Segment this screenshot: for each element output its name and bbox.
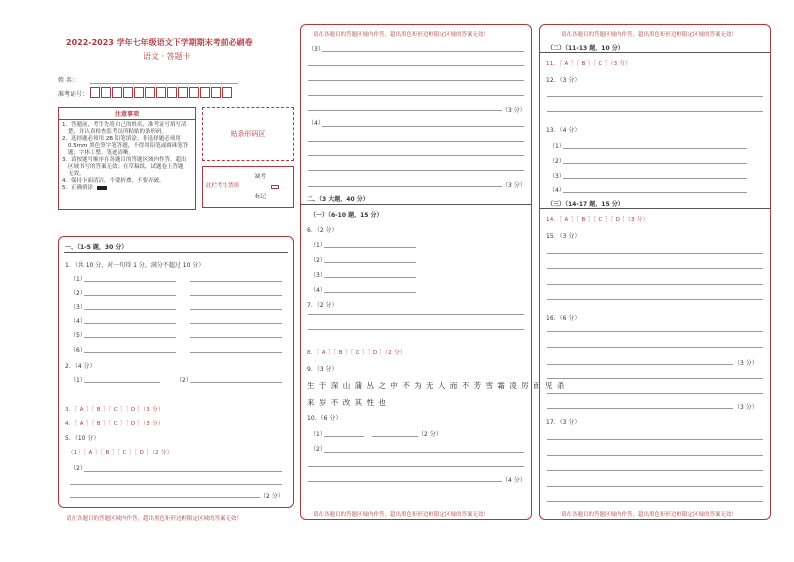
q6-title: 6．（2 分） [307, 227, 338, 234]
barcode-label: 贴条形码区 [230, 130, 266, 138]
q6-item: （1） [310, 242, 326, 249]
page-title: 2022-2023 学年七年级语文下学期期末考前必刷卷 [66, 38, 253, 47]
q2-item: （1） [70, 377, 86, 384]
q1-item: （5） [70, 332, 86, 339]
q10-2-label: （2） [310, 446, 326, 453]
q4-continued-label: （4） [308, 120, 324, 127]
q8-choices[interactable]: 8．［ A ］［ B ］［ C ］［ D ］（2 分） [307, 350, 406, 356]
q3-score: （3 分） [502, 107, 526, 114]
notice-box [58, 107, 196, 210]
q1-item: （3） [70, 304, 86, 311]
q3-continued-label: （3） [308, 46, 324, 53]
absent-checkbox[interactable] [271, 185, 279, 189]
q11-choices[interactable]: 11．［ A ］［ B ］［ C ］（3 分） [546, 61, 632, 67]
col1-warning: 请在各题目的答题区域内作答，超出黑色矩形边框限定区域的答案无效！ [66, 516, 243, 522]
notice-lines [62, 122, 188, 192]
q16-title: 16．（6 分） [546, 315, 581, 322]
q9-poem-line: 生于深山蒲丛之中不为无人而不芳雪霜凌厉而见杀 [307, 381, 569, 390]
q2-item: （2） [176, 377, 192, 384]
subsection3-title: （三）（14-17 题，15 分） [547, 201, 624, 208]
q10-title: 10．（6 分） [307, 415, 342, 422]
q13-item: （2） [549, 158, 565, 165]
q16-score-1: （3 分） [734, 360, 758, 367]
subsection1-title: （一）（6-10 题，15 分） [310, 212, 383, 219]
q7-title: 7．（2 分） [307, 302, 338, 309]
notice-line: 2．选择题必须用 2B 铅笔填涂；非选择题必须用 [62, 136, 181, 142]
notice-line: 楚，并认真检查监考员所粘贴的条形码。 [68, 129, 168, 135]
q10-1-label: （1） [310, 431, 326, 438]
filled-sample-mark [97, 186, 107, 190]
name-field[interactable] [90, 83, 238, 84]
col2-warning-bottom: 请在各题目的答题区域内作答，超出黑色矩形边框限定区域的答案无效！ [313, 512, 490, 518]
col3-warning-top: 请在各题目的答题区域内作答，超出黑色矩形边框限定区域的答案无效！ [561, 32, 738, 38]
q16-score-2: （3 分） [734, 404, 758, 411]
q2-title: 2．（4 分） [65, 363, 96, 370]
q1-item: （2） [70, 290, 86, 297]
absent-box [202, 166, 294, 208]
q15-title: 15．（3 分） [546, 233, 581, 240]
q10-2-score: （4 分） [502, 477, 526, 484]
notice-line: 4．保持卡面清洁，不要折叠、不要弄破。 [62, 178, 165, 184]
absent-forbid-label: 此栏考生禁填 [206, 183, 240, 189]
q10-1-score: （2 分） [418, 431, 442, 438]
exam-id-label: 准考证号： [58, 91, 89, 98]
q13-item: （4） [549, 187, 565, 194]
q6-item: （2） [310, 257, 326, 264]
barcode-area [202, 107, 294, 161]
notice-line: 区域书写的答案无效；在草稿纸、试题卷上答题 [68, 164, 184, 170]
page-subtitle: 语文 · 答题卡 [143, 52, 191, 61]
q9-title: 9．（3 分） [307, 366, 338, 373]
q17-title: 17．（3 分） [546, 419, 581, 426]
q1-item: （4） [70, 318, 86, 325]
subsection2-title: （二）（11-13 题，10 分） [547, 45, 624, 52]
q1-title: 1．（共 10 分，对一句得 1 分，满分不超过 10 分） [65, 262, 205, 269]
section1-title: 一、（1-5 题，30 分） [65, 244, 128, 251]
q4-choices[interactable]: 4．［ A ］［ B ］［ C ］［ D ］（3 分） [65, 421, 164, 427]
notice-line: 题；字体工整、笔迹清晰。 [68, 150, 135, 156]
q1-item: （6） [70, 347, 86, 354]
col2-answer-panel [300, 24, 532, 520]
notice-line-label: 5．正确填涂 [62, 185, 93, 191]
q13-title: 13．（4 分） [546, 127, 581, 134]
q6-item: （4） [310, 287, 326, 294]
notice-line: 无效。 [68, 171, 85, 177]
q3-choices[interactable]: 3．［ A ］［ B ］［ C ］［ D ］（3 分） [65, 407, 164, 413]
absent-text: 缺考 [255, 174, 267, 180]
q13-item: （3） [549, 173, 565, 180]
notice-line [62, 185, 188, 192]
col1-answer-panel [58, 236, 294, 508]
notice-title: 注意事项 [59, 109, 195, 120]
exam-id-cells[interactable] [90, 87, 233, 98]
section2-title: 二、（3 大题，40 分） [307, 196, 369, 203]
q1-item: （1） [70, 276, 86, 283]
q4-score: （3 分） [502, 182, 526, 189]
col3-answer-panel [539, 24, 771, 520]
notice-line: 3．请按题号顺序在各题目的答题区域内作答，超出 [62, 157, 187, 163]
col2-warning-top: 请在各题目的答题区域内作答，超出黑色矩形边框限定区域的答案无效！ [313, 32, 490, 38]
q5-1-choices[interactable]: （1）［ A ］［ B ］［ C ］［ D ］（2 分） [68, 450, 173, 456]
name-label: 姓 名： [58, 77, 78, 84]
q6-item: （3） [310, 272, 326, 279]
col3-warning-bottom: 请在各题目的答题区域内作答，超出黑色矩形边框限定区域的答案无效！ [561, 512, 738, 518]
q9-poem-line: 来岁不改其性也 [307, 398, 391, 407]
q5-score: （2 分） [260, 493, 284, 500]
q5-title: 5．（10 分） [65, 435, 100, 442]
notice-line: 0.5mm 黑色签字笔答题，不得用铅笔或圆珠笔答 [68, 143, 189, 149]
notice-line: 1．答题前，考生先将自己的姓名，准考证号填写清 [62, 122, 187, 128]
q13-item: （1） [549, 143, 565, 150]
q12-title: 12．（3 分） [546, 77, 581, 84]
absent-mark-text: 标记 [255, 194, 267, 200]
q14-choices[interactable]: 14．［ A ］［ B ］［ C ］［ D ］（3 分） [546, 217, 649, 223]
q5-2-label: （2） [70, 465, 86, 472]
